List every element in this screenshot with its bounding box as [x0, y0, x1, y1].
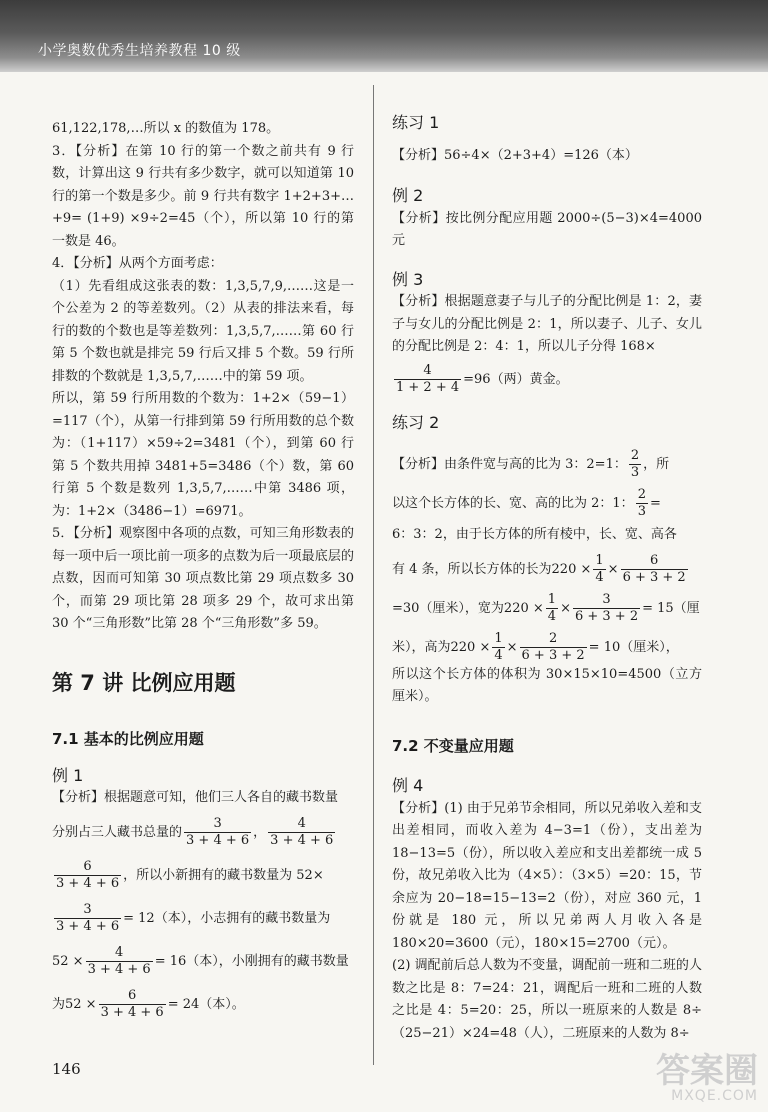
example-3-heading: 例 3 — [392, 269, 424, 289]
lesson-heading: 第 7 讲 比例应用题 — [52, 670, 236, 695]
example-2-answer: 【分析】按比例分配应用题 2000÷(5−3)×4=4000 元 — [392, 210, 702, 248]
practice-2-line3: 6：3：2，由于长方体的所有棱中，长、宽、高各 — [392, 527, 677, 542]
fraction: $\frac{1}{4}$ — [595, 552, 604, 585]
section-heading-7-1: 7.1 基本的比例应用题 — [52, 730, 204, 748]
fraction: $\frac{1}{4}$ — [494, 630, 503, 663]
example-1-line4: $\frac{3}{3 + 4 + 6}$ = 12（本），小志拥有的藏书数量为 — [56, 901, 331, 934]
practice-2-line5: =30（厘米），宽为220 × $\frac{1}{4}$ × $\frac{3}{6 + 3 + 2}$ = 15（厘 — [392, 591, 700, 624]
example-1-line5: 52 × $\frac{4}{3 + 4 + 6}$ = 16（本），小刚拥有的藏书数量 — [52, 944, 349, 977]
answer-4-part2: 所以，第 59 行所用数的个数为：1+2×（59−1）=117（个），从第一行排到第 59 行所用数的总个数为：（1+117）×59÷2=3481（个），到第 60 行第 5 个数共用掉 3481+5=3486（个）数，第 60 行第 5 个数是数列 1,3,5,7,……中第 3486 项，为：1+2×（3486−1）=6971。 — [52, 391, 354, 519]
example-4-part2: (2) 调配前后总人数为不变量，调配前一班和二班的人数之比是 8：7=24：21，调配后一班和二班的人数之比是 4：5=20：25，所以一班原来的人数是 8÷（25−21）×24=48（人），二班原来的人数为 8÷ — [392, 958, 702, 1041]
example-1-text: 【分析】根据题意可知，他们三人各自的藏书数量 — [52, 790, 339, 805]
right-column — [392, 112, 702, 1045]
answer-line: 61,122,178,…所以 x 的数值为 178。 — [52, 121, 280, 136]
practice-1-heading: 练习 1 — [392, 113, 440, 132]
watermark-logo-text: 答案圈 — [656, 1051, 758, 1091]
example-1-heading: 例 1 — [52, 765, 84, 785]
watermark — [656, 1051, 758, 1104]
fraction: $\frac{2}{6 + 3 + 2}$ — [521, 630, 585, 663]
fraction: $\frac{1}{4}$ — [547, 591, 557, 624]
answer-4-title: 4．【分析】从两个方面考虑： — [52, 256, 223, 271]
fraction: $\frac{3}{3 + 4 + 6}$ — [186, 815, 250, 848]
fraction: $\frac{6}{6 + 3 + 2}$ — [622, 552, 686, 585]
fraction: $\frac{2}{3}$ — [630, 448, 640, 480]
watermark-url: MXQE.COM — [671, 1088, 758, 1104]
fraction: $\frac{3}{6 + 3 + 2}$ — [574, 591, 639, 624]
answer-5: 5．【分析】观察图中各项的点数，可知三角形数表的每一项中后一项比前一项多的点数为后一项最底层的点数，因而可知第 30 项点数比第 29 项点数多 30 个，而第 29 项比第 28 项多 29 个，故可求出第 30 个“三角形数”比第 28 个“三角形数”多 59。 — [52, 526, 354, 631]
fraction: $\frac{3}{3 + 4 + 6}$ — [56, 901, 120, 934]
practice-2-line2: 以这个长方体的长、宽、高的比为 2：1： $\frac{2}{3}$ = — [392, 487, 661, 519]
fraction: $\frac{4}{3 + 4 + 6}$ — [87, 944, 151, 977]
page-header — [0, 0, 768, 72]
section-heading-7-2: 7.2 不变量应用题 — [392, 736, 514, 755]
practice-2-line1: 【分析】由条件宽与高的比为 3：2=1： $\frac{2}{3}$ ，所 — [392, 448, 670, 480]
fraction: $\frac{6}{3 + 4 + 6}$ — [56, 858, 120, 891]
example-3-answer: 【分析】根据题意妻子与儿子的分配比例是 1：2，妻子与女儿的分配比例是 2：1，所以妻子、儿子、女儿的分配比例是 2：4：1，所以儿子分得 168× — [392, 294, 702, 354]
fraction: $\frac{4}{1 + 2 + 4}$ — [396, 362, 460, 395]
practice-2-heading: 练习 2 — [392, 412, 440, 432]
example-2-heading: 例 2 — [392, 186, 424, 205]
example-3-fraction-line: $\frac{4}{1 + 2 + 4}$ =96（两）黄金。 — [396, 362, 569, 395]
example-1-fractions: 分别占三人藏书总量的 $\frac{3}{3 + 4 + 6}$ ， $\frac{4}{3 + 4 + 6}$ — [52, 815, 334, 848]
practice-1-answer: 【分析】56÷4×（2+3+4）=126（本） — [392, 147, 638, 163]
answer-4-part1: （1）先看组成这张表的数：1,3,5,7,9,……这是一个公差为 2 的等差数列。（2）从表的排法来看，每行的数的个数也是等差数列：1,3,5,7,……第 60 行第 5 个数也就是排完 59 行后又排 5 个数。59 行所排数的个数就是 1,3,5,7,……中的第 59 项。 — [52, 278, 354, 384]
example-4-heading: 例 4 — [392, 776, 424, 795]
book-title: 小学奥数优秀生培养教程 10 级 — [38, 43, 241, 59]
left-column — [52, 118, 354, 1021]
column-divider — [373, 85, 374, 1065]
page-number: 146 — [52, 1060, 81, 1078]
example-1-line3: $\frac{6}{3 + 4 + 6}$ ，所以小新拥有的藏书数量为 52× — [56, 858, 324, 891]
example-1-line6: 为52 × $\frac{6}{3 + 4 + 6}$ = 24（本）。 — [52, 987, 245, 1020]
practice-2-line4: 有 4 条，所以长方体的长为220 × $\frac{1}{4}$ × $\frac{6}{6 + 3 + 2}$ — [392, 552, 686, 585]
fraction: $\frac{6}{3 + 4 + 6}$ — [100, 987, 164, 1020]
practice-2-conclusion: 所以这个长方体的体积为 30×15×10=4500（立方厘米）。 — [392, 666, 702, 704]
fraction: $\frac{4}{3 + 4 + 6}$ — [270, 815, 334, 848]
answer-3: 3．【分析】在第 10 行的第一个数之前共有 9 行数，计算出这 9 行共有多少数字，就可以知道第 10 行的第一个数是多少。前 9 行共有数字 1+2+3+…+9= (1+9) ×9÷2=45（个），所以第 10 行的第一数是 46。 — [52, 143, 354, 249]
practice-2-line6: 米），高为220 × $\frac{1}{4}$ × $\frac{2}{6 + 3 + 2}$ = 10（厘米）， — [392, 630, 679, 663]
example-4-part1: 【分析】(1) 由于兄弟节余相同，所以兄弟收入差和支出差相同，而收入差为 4−3=1（份），支出差为 18−13=5（份），所以收入差应和支出差都统一成 5 份，故兄弟收入比为（4×5）：（3×5）=20：15，节余应为 20−18=15−13=2（份），对应 360 元，1 份就是 180 元，所以兄弟两人月收入各是 180×20=3600（元），180×15=2700（元）。 — [392, 800, 702, 951]
fraction: $\frac{2}{3}$ — [637, 487, 646, 519]
